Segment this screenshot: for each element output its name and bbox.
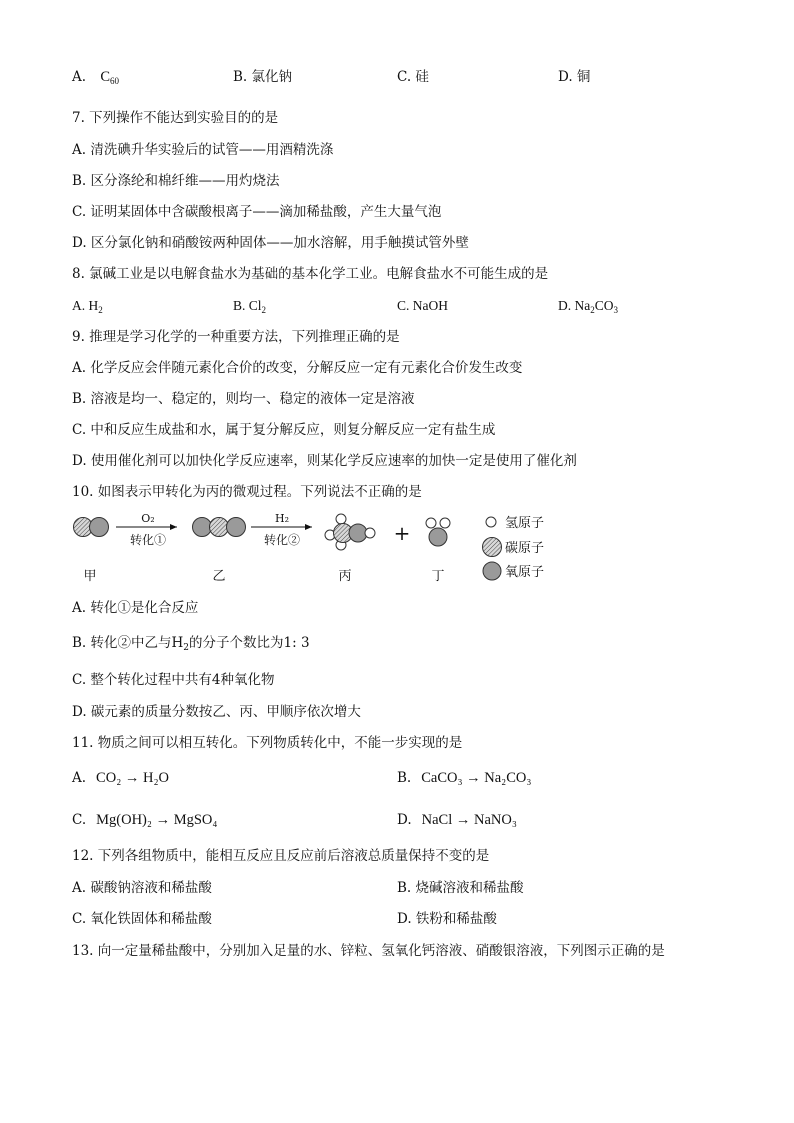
- carbon-atom-icon: [210, 518, 229, 537]
- hatched-circle-icon: [483, 538, 502, 557]
- label-ding: 丁: [431, 569, 445, 584]
- q6-option-c: C. 硅: [397, 69, 429, 85]
- molecule-jia: [74, 518, 109, 537]
- hydrogen-atom-icon: [365, 528, 375, 538]
- q6-option-b: B. 氯化钠: [233, 69, 293, 85]
- q9-stem: 9. 推理是学习化学的一种重要方法，下列推理正确的是: [72, 329, 400, 345]
- q7-option-a: A. 清洗碘升华实验后的试管——用酒精洗涤: [72, 142, 334, 158]
- q12-option-b: B. 烧碱溶液和稀盐酸: [397, 880, 524, 896]
- q7-stem: 7. 下列操作不能达到实验目的的是: [72, 110, 279, 126]
- molecule-ding: [426, 518, 450, 546]
- hydrogen-atom-icon: [336, 514, 346, 524]
- molecule-yi: [193, 518, 246, 537]
- q8-stem: 8. 氯碱工业是以电解食盐水为基础的基本化学工业。电解食盐水不可能生成的是: [72, 266, 549, 282]
- label-bing: 丙: [338, 569, 352, 584]
- hollow-circle-icon: [486, 517, 496, 527]
- q9-option-c: C. 中和反应生成盐和水，属于复分解反应，则复分解反应一定有盐生成: [72, 422, 496, 438]
- q9-option-b: B. 溶液是均一、稳定的，则均一、稳定的液体一定是溶液: [72, 391, 415, 407]
- hydrogen-atom-icon: [426, 518, 436, 528]
- q11-option-a: A. CO₂ → H₂O: [72, 770, 169, 786]
- q10-option-d: D. 碳元素的质量分数按乙、丙、甲顺序依次增大: [72, 704, 361, 720]
- q6-option-a-formula: $C_{60}$: [100, 69, 120, 86]
- plus-sign: +: [393, 521, 411, 545]
- legend: [483, 516, 545, 580]
- q9-option-d: D. 使用催化剂可以加快化学反应速率，则某化学反应速率的加快一定是使用了催化剂: [72, 453, 577, 469]
- oxygen-atom-icon: [90, 518, 109, 537]
- hydrogen-atom-icon: [440, 518, 450, 528]
- q6-option-a: [72, 68, 119, 86]
- q13-stem: 13. 向一定量稀盐酸中，分别加入足量的水、锌粒、氢氧化钙溶液、硝酸银溶液，下列图示正确的是: [72, 943, 665, 959]
- q7-option-d: D. 区分氯化钠和硝酸铵两种固体——加水溶解，用手触摸试管外壁: [72, 235, 469, 251]
- q11-stem: 11. 物质之间可以相互转化。下列物质转化中，不能一步实现的是: [72, 735, 463, 751]
- q8-option-b: B. $Cl_2$: [233, 298, 267, 315]
- q12-stem: 12. 下列各组物质中，能相互反应且反应前后溶液总质量保持不变的是: [72, 848, 490, 864]
- gray-circle-icon: [483, 562, 501, 580]
- q12-option-d: D. 铁粉和稀盐酸: [397, 911, 497, 927]
- q10-option-a: A. 转化①是化合反应: [72, 600, 199, 616]
- oxygen-atom-icon: [193, 518, 212, 537]
- legend-hydrogen: 氢原子: [505, 516, 545, 531]
- q10-option-b: B. 转化②中乙与$H_2$的分子个数比为1: 3: [72, 635, 310, 653]
- q8-option-c: C. NaOH: [397, 298, 448, 313]
- q11-option-d: D. NaCl → NaNO₃: [397, 812, 517, 828]
- oxygen-atom-icon: [349, 524, 367, 542]
- molecule-bing: [325, 514, 375, 550]
- q10-stem: 10. 如图表示甲转化为丙的微观过程。下列说法不正确的是: [72, 484, 422, 500]
- q8-option-d: D. $Na_2CO_3$: [558, 298, 619, 315]
- oxygen-atom-icon: [429, 528, 447, 546]
- q9-option-a: A. 化学反应会伴随元素化合价的改变，分解反应一定有元素化合价发生改变: [72, 360, 523, 376]
- label-yi: 乙: [212, 569, 226, 584]
- q7-option-b: B. 区分涤纶和棉纤维——用灼烧法: [72, 173, 280, 189]
- q7-option-c: C. 证明某固体中含碳酸根离子——滴加稀盐酸，产生大量气泡: [72, 204, 442, 220]
- q12-option-a: A. 碳酸钠溶液和稀盐酸: [72, 880, 212, 896]
- label-jia: 甲: [83, 569, 97, 584]
- q8-option-a: A. $H_2$: [72, 298, 103, 315]
- oxygen-atom-icon: [227, 518, 246, 537]
- molecular-transformation-diagram: [64, 508, 564, 588]
- q11-option-b: B. CaCO₃ → Na₂CO₃: [397, 770, 532, 786]
- q6-option-d: D. 铜: [558, 69, 591, 85]
- arrow-2-reagent: H₂: [274, 512, 290, 525]
- arrow-1-reagent: O₂: [141, 512, 155, 525]
- legend-carbon: 碳原子: [505, 541, 545, 556]
- q12-option-c: C. 氧化铁固体和稀盐酸: [72, 911, 212, 927]
- arrow-2-label: 转化②: [263, 533, 301, 547]
- q6-option-a-label: A.: [72, 69, 87, 85]
- arrow-1-label: 转化①: [129, 533, 167, 547]
- q10-option-c: C. 整个转化过程中共有4种氧化物: [72, 672, 275, 688]
- legend-oxygen: 氧原子: [505, 565, 545, 580]
- q11-option-c: C. Mg(OH)₂ → MgSO₄: [72, 812, 218, 828]
